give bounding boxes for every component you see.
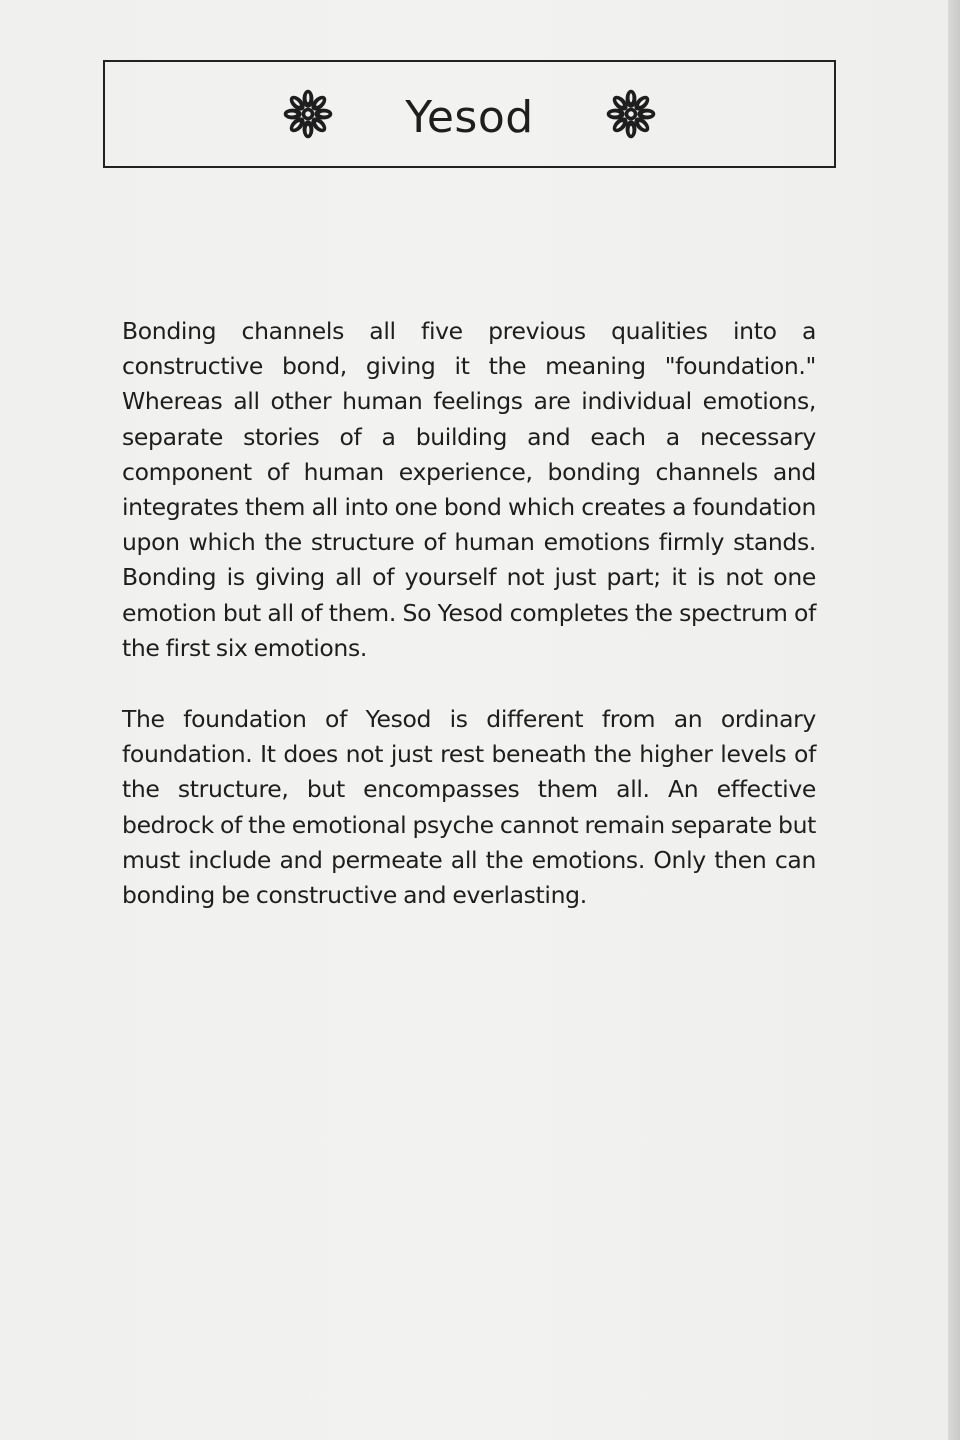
paragraph-1: Bonding channels all five previous qualities into a constructive bond, giving it the meaning "foundation." Whereas all other human feelings are individual emotions, separate stories of a building and each a necessary component of human experience, bonding channels and integrates them all into one bond which creates a foundation upon which the structure of human emotions firmly stands. Bonding is giving all of yourself not just part; it is not one emotion but all of them. So Yesod completes the spectrum of the first six emotions. bbox=[122, 317, 816, 662]
chapter-title: Yesod bbox=[405, 92, 534, 143]
asterisk-flower-icon bbox=[604, 87, 658, 141]
asterisk-flower-icon bbox=[281, 87, 335, 141]
chapter-header bbox=[103, 60, 836, 168]
paragraph-2: The foundation of Yesod is different from an ordinary foundation. It does not just rest beneath the higher levels of the structure, but encompasses them all. An effective bedrock of the emotional psyche cannot remain separate but must include and permeate all the emotions. Only then can bonding be constructive and everlasting. bbox=[122, 705, 816, 910]
body-text bbox=[122, 314, 816, 913]
page-edge bbox=[948, 0, 960, 1440]
